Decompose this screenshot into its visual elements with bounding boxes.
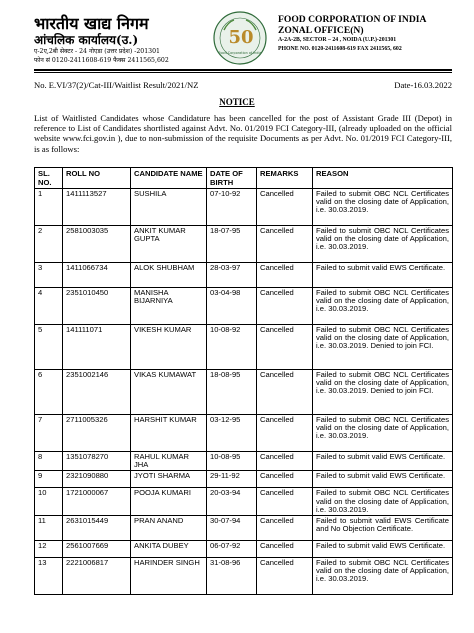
candidate-name-cell: POOJA KUMARI (131, 488, 207, 516)
hindi-letterhead (34, 14, 204, 65)
table-row (35, 325, 453, 370)
reason-cell: Failed to submit OBC NCL Certificates valid on the closing date of Application, i.e. 30.03.2019. (313, 189, 453, 226)
reason-cell: Failed to submit valid EWS Certificate. (313, 471, 453, 488)
roll-no-cell: 2321090880 (63, 471, 131, 488)
table-row (35, 558, 453, 595)
dob-cell: 30-07-94 (207, 516, 257, 541)
roll-no-cell: 2561007669 (63, 541, 131, 558)
roll-no-cell: 2351002146 (63, 370, 131, 415)
fci-golden-jubilee-logo-icon (212, 10, 268, 66)
hindi-address: ए-2ए,2बी सेक्टर - 24 नोएडा (उत्तर प्रदेश) -201301 (34, 48, 160, 55)
roll-no-cell: 1411113527 (63, 189, 131, 226)
notice-date: Date-16.03.2022 (394, 80, 452, 90)
sl-cell: 12 (35, 541, 63, 558)
reason-cell: Failed to submit OBC NCL Certificates valid on the closing date of Application, i.e. 30.03.2019. (313, 226, 453, 263)
reference-number: No. E.VI/37(2)/Cat-III/Waitlist Result/2021/NZ (34, 80, 199, 90)
table-row (35, 263, 453, 288)
remarks-cell: Cancelled (257, 288, 313, 325)
hindi-office-name: आंचलिक कार्यालय(उ.) (34, 33, 139, 47)
logo-caption: Food Corporation of India (218, 51, 262, 55)
roll-no-cell: 1351078270 (63, 452, 131, 471)
sl-cell: 11 (35, 516, 63, 541)
remarks-cell: Cancelled (257, 541, 313, 558)
logo-number: 50 (228, 27, 254, 48)
remarks-cell: Cancelled (257, 452, 313, 471)
candidate-name-cell: SUSHILA (131, 189, 207, 226)
table-row (35, 488, 453, 516)
sl-cell: 10 (35, 488, 63, 516)
hindi-phone: फोन सं 0120-2411608-619 फैक्स 2411565,602 (34, 57, 169, 64)
table-row (35, 288, 453, 325)
reason-cell: Failed to submit OBC NCL Certificates valid on the closing date of Application, i.e. 30.03.2019. (313, 558, 453, 595)
roll-no-cell: 141111071 (63, 325, 131, 370)
remarks-cell: Cancelled (257, 516, 313, 541)
candidate-name-cell: RAHUL KUMAR JHA (131, 452, 207, 471)
column-header: SL. NO. (35, 168, 63, 189)
candidate-name-cell: ANKITA DUBEY (131, 541, 207, 558)
reason-cell: Failed to submit valid EWS Certificate. (313, 541, 453, 558)
table-row (35, 541, 453, 558)
office-address: A-2A-2B, SECTOR – 24 , NOIDA (U.P.)-201301 (278, 37, 397, 43)
org-name: FOOD CORPORATION OF INDIA (278, 14, 427, 25)
roll-no-cell: 2631015449 (63, 516, 131, 541)
dob-cell: 18-08-95 (207, 370, 257, 415)
remarks-cell: Cancelled (257, 325, 313, 370)
reason-cell: Failed to submit OBC NCL Certificates valid on the closing date of Application, i.e. 30.03.2019. (313, 488, 453, 516)
roll-no-cell: 2221006817 (63, 558, 131, 595)
hindi-org-name: भारतीय खाद्य निगम (34, 14, 149, 33)
remarks-cell: Cancelled (257, 226, 313, 263)
remarks-cell: Cancelled (257, 558, 313, 595)
candidate-name-cell: MANISHA BIJARNIYA (131, 288, 207, 325)
remarks-cell: Cancelled (257, 471, 313, 488)
dob-cell: 10-08-95 (207, 452, 257, 471)
candidate-name-cell: JYOTI SHARMA (131, 471, 207, 488)
candidate-name-cell: ALOK SHUBHAM (131, 263, 207, 288)
sl-cell: 8 (35, 452, 63, 471)
column-header: ROLL NO (63, 168, 131, 189)
remarks-cell: Cancelled (257, 189, 313, 226)
roll-no-cell: 2711005326 (63, 415, 131, 452)
dob-cell: 29-11-92 (207, 471, 257, 488)
dob-cell: 18-07-95 (207, 226, 257, 263)
notice-intro-paragraph: List of Waitlisted Candidates whose Candidature has been cancelled for the post of Assistant Grade III (Depot) in reference to List of Candidates shortlisted against Advt. No. 01/2019 FCI Category-III, (already uploaded on the official website www.fci.gov.in ), due to non-submission of the requisite Documents as per Advt. No. 01/2019 FCI Category-III, is as follows: (34, 113, 452, 154)
sl-cell: 9 (35, 471, 63, 488)
office-phone: PHONE NO. 0120-2411608-619 FAX 2411565, 602 (278, 46, 402, 52)
table-body (35, 189, 453, 595)
cancelled-candidates-table (34, 167, 453, 595)
sl-cell: 4 (35, 288, 63, 325)
table-header-row (35, 168, 453, 189)
candidate-name-cell: ANKIT KUMAR GUPTA (131, 226, 207, 263)
reason-cell: Failed to submit OBC NCL Certificates valid on the closing date of Application, i.e. 30.03.2019. Denied to join FCI. (313, 370, 453, 415)
table-row (35, 226, 453, 263)
office-name: ZONAL OFFICE(N) (278, 25, 364, 36)
column-header: CANDIDATE NAME (131, 168, 207, 189)
table-row (35, 415, 453, 452)
remarks-cell: Cancelled (257, 370, 313, 415)
sl-cell: 1 (35, 189, 63, 226)
candidate-name-cell: HARSHIT KUMAR (131, 415, 207, 452)
table-row (35, 189, 453, 226)
reason-cell: Failed to submit OBC NCL Certificates valid on the closing date of Application, i.e. 30.03.2019. Denied to join FCI. (313, 325, 453, 370)
roll-no-cell: 1411066734 (63, 263, 131, 288)
candidate-name-cell: VIKESH KUMAR (131, 325, 207, 370)
remarks-cell: Cancelled (257, 488, 313, 516)
dob-cell: 28-03-97 (207, 263, 257, 288)
reason-cell: Failed to submit OBC NCL Certificates valid on the closing date of Application, i.e. 30.03.2019. (313, 288, 453, 325)
header-divider (34, 69, 452, 71)
column-header: REMARKS (257, 168, 313, 189)
candidate-name-cell: PRAN ANAND (131, 516, 207, 541)
candidate-name-cell: HARINDER SINGH (131, 558, 207, 595)
dob-cell: 20-03-94 (207, 488, 257, 516)
roll-no-cell: 2351010450 (63, 288, 131, 325)
dob-cell: 03-12-95 (207, 415, 257, 452)
dob-cell: 07-10-92 (207, 189, 257, 226)
roll-no-cell: 1721000067 (63, 488, 131, 516)
reference-line (34, 80, 452, 90)
reason-cell: Failed to submit valid EWS Certificate. (313, 263, 453, 288)
header-divider-thin (34, 72, 452, 73)
sl-cell: 7 (35, 415, 63, 452)
reason-cell: Failed to submit OBC NCL Certificates valid on the closing date of Application, i.e. 30.03.2019. (313, 415, 453, 452)
sl-cell: 5 (35, 325, 63, 370)
notice-title: NOTICE (219, 97, 255, 107)
column-header: REASON (313, 168, 453, 189)
sl-cell: 13 (35, 558, 63, 595)
reason-cell: Failed to submit valid EWS Certificate. (313, 452, 453, 471)
sl-cell: 6 (35, 370, 63, 415)
column-header: DATE OF BIRTH (207, 168, 257, 189)
roll-no-cell: 2581003035 (63, 226, 131, 263)
table-row (35, 471, 453, 488)
table-row (35, 370, 453, 415)
dob-cell: 03-04-98 (207, 288, 257, 325)
dob-cell: 31-08-96 (207, 558, 257, 595)
english-letterhead (278, 14, 468, 54)
sl-cell: 3 (35, 263, 63, 288)
dob-cell: 06-07-92 (207, 541, 257, 558)
table-row (35, 516, 453, 541)
reason-cell: Failed to submit valid EWS Certificate and No Objection Certificate. (313, 516, 453, 541)
sl-cell: 2 (35, 226, 63, 263)
remarks-cell: Cancelled (257, 415, 313, 452)
table-row (35, 452, 453, 471)
dob-cell: 10-08-92 (207, 325, 257, 370)
remarks-cell: Cancelled (257, 263, 313, 288)
candidate-name-cell: VIKAS KUMAWAT (131, 370, 207, 415)
